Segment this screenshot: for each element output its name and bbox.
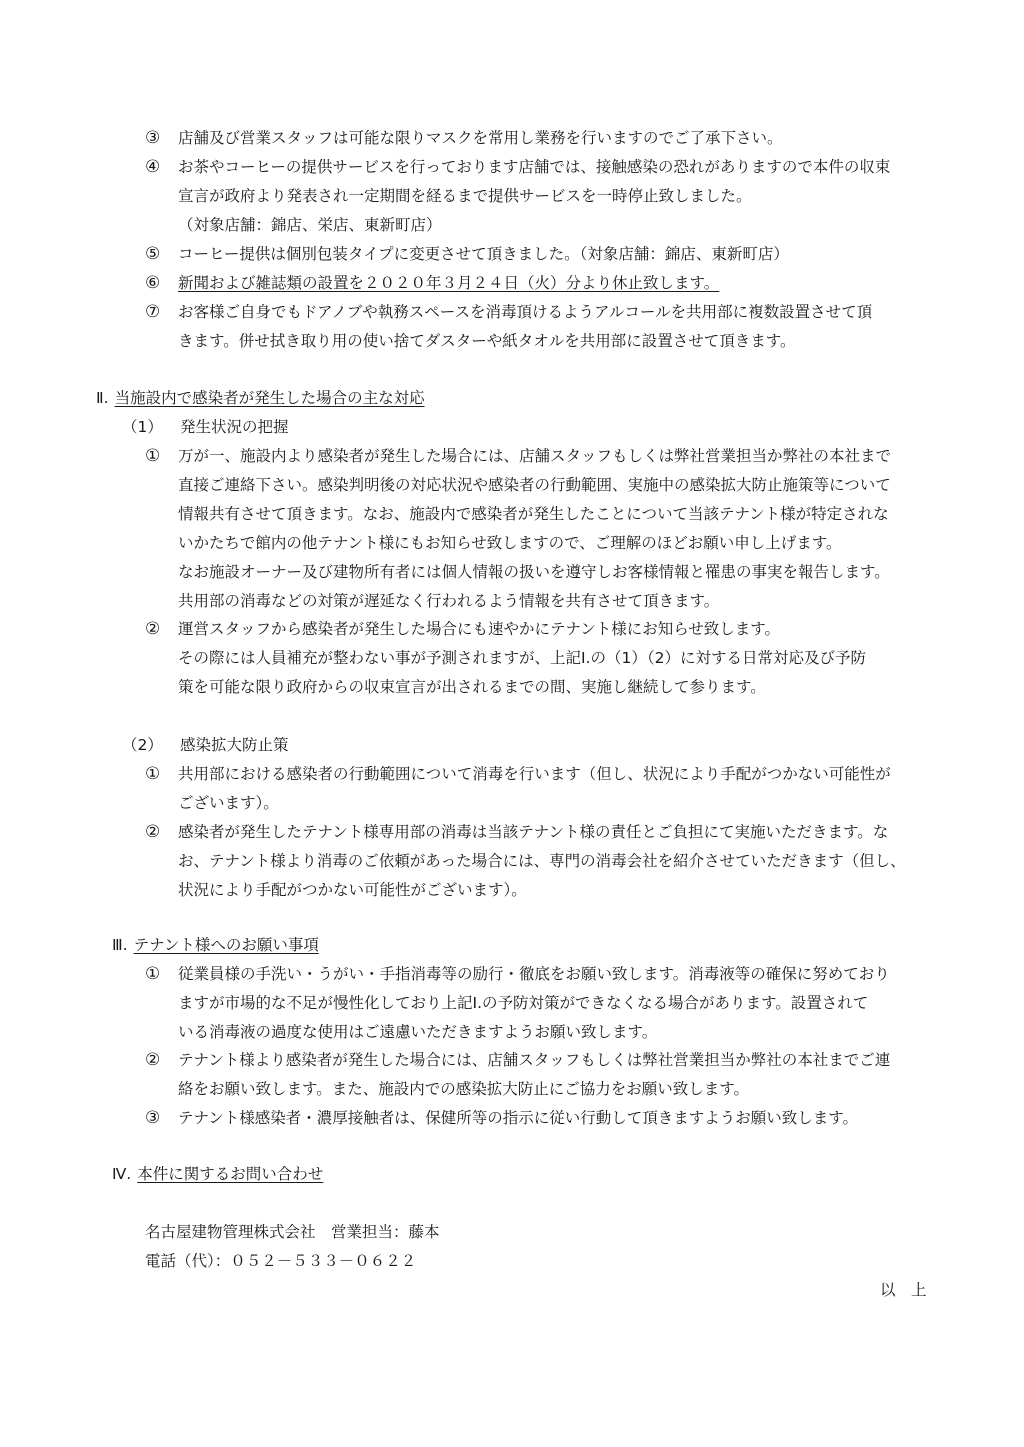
item-number: ③ <box>145 1108 161 1128</box>
section-heading <box>96 388 425 408</box>
item-number: ③ <box>145 128 161 148</box>
section-title: テナント様へのお願い事項 <box>133 936 319 954</box>
section-heading <box>112 1164 323 1184</box>
item-text: テナント様より感染者が発生した場合には、店舗スタッフもしくは弊社営業担当か弊社の本社までご連 <box>178 1051 891 1069</box>
item-number: ① <box>145 964 161 984</box>
section-title: 本件に関するお問い合わせ <box>137 1165 324 1183</box>
item-text: 策を可能な限り政府からの収束宣言が出されるまでの間、実施し継続して参ります。 <box>178 678 766 696</box>
item-text: 情報共有させて頂きます。なお、施設内で感染者が発生したことについて当該テナント様が特定されな <box>178 505 889 523</box>
item-text: 運営スタッフから感染者が発生した場合にも速やかにテナント様にお知らせ致します。 <box>178 620 781 638</box>
item-text: お客様ご自身でもドアノブや執務スペースを消毒頂けるようアルコールを共用部に複数設置させて頂 <box>178 303 873 321</box>
section-number: Ⅲ. <box>112 936 128 954</box>
item-number: ⑦ <box>145 302 161 322</box>
item-number: ② <box>145 619 161 639</box>
item-number: ② <box>145 822 161 842</box>
item-text: 共用部の消毒などの対策が遅延なく行われるよう情報を共有させて頂きます。 <box>178 592 720 610</box>
item-text: 店舗及び営業スタッフは可能な限りマスクを常用し業務を行いますのでご了承下さい。 <box>178 129 783 147</box>
closing-mark: 以 上 <box>880 1281 927 1299</box>
contact-phone: 電話（代）：０５２－５３３－０６２２ <box>145 1252 417 1270</box>
item-text: なお施設オーナー及び建物所有者には個人情報の扱いを遵守しお客様情報と罹患の事実を報告します。 <box>178 563 890 581</box>
item-number: ① <box>145 764 161 784</box>
item-text: いかたちで館内の他テナント様にもお知らせ致しますので、ご理解のほどお願い申し上げます。 <box>178 534 842 552</box>
item-number: ② <box>145 1050 161 1070</box>
section-number: Ⅱ. <box>96 389 109 407</box>
item-text: 直接ご連絡下さい。感染判明後の対応状況や感染者の行動範囲、実施中の感染拡大防止施策等について <box>178 476 891 494</box>
item-text-underlined: 新聞および雑誌類の設置を２０２０年３月２４日（火）分より休止致します。 <box>178 274 720 292</box>
section-heading <box>112 935 319 955</box>
item-text: テナント様感染者・濃厚接触者は、保健所等の指示に従い行動して頂きますようお願い致します。 <box>178 1109 858 1127</box>
item-text: ございます）。 <box>178 794 279 812</box>
item-text: 共用部における感染者の行動範囲について消毒を行います（但し、状況により手配がつかない可能性が <box>178 765 891 783</box>
item-text: 万が一、施設内より感染者が発生した場合には、店舗スタッフもしくは弊社営業担当か弊社の本社まで <box>178 447 892 465</box>
item-text: 宣言が政府より発表され一定期間を経るまで提供サービスを一時停止致しました。 <box>178 187 752 205</box>
subsection-number: （2） <box>122 736 163 754</box>
item-number: ① <box>145 446 161 466</box>
item-text: 絡をお願い致します。また、施設内での感染拡大防止にご協力をお願い致します。 <box>178 1080 750 1098</box>
subsection-title: 感染拡大防止策 <box>180 736 289 754</box>
item-number: ⑥ <box>145 273 161 293</box>
item-text: コーヒー提供は個別包装タイプに変更させて頂きました。（対象店舗：錦店、東新町店） <box>178 245 789 263</box>
item-text: 感染者が発生したテナント様専用部の消毒は当該テナント様の責任とご負担にて実施いただきます。な <box>178 823 889 841</box>
contact-company: 名古屋建物管理株式会社 営業担当：藤本 <box>145 1223 440 1241</box>
item-text: ますが市場的な不足が慢性化しており上記Ⅰ.の予防対策ができなくなる場合があります。設置されて <box>178 994 869 1012</box>
item-text: 状況により手配がつかない可能性がございます）。 <box>178 881 527 899</box>
item-text: その際には人員補充が整わない事が予測されますが、上記Ⅰ.の（1）（2）に対する日常対応及び予防 <box>178 649 866 667</box>
item-number: ⑤ <box>145 244 161 264</box>
item-text: きます。併せ拭き取り用の使い捨てダスターや紙タオルを共用部に設置させて頂きます。 <box>178 332 796 350</box>
subsection-title: 発生状況の把握 <box>180 418 289 436</box>
item-number: ④ <box>145 157 161 177</box>
item-text: お茶やコーヒーの提供サービスを行っております店舗では、接触感染の恐れがありますので本件の収束 <box>178 158 891 176</box>
item-text: いる消毒液の過度な使用はご遠慮いただきますようお願い致します。 <box>178 1023 658 1041</box>
item-text: （対象店舗：錦店、栄店、東新町店） <box>178 216 442 234</box>
section-title: 当施設内で感染者が発生した場合の主な対応 <box>114 389 425 407</box>
subsection-number: （1） <box>122 418 163 436</box>
item-text: お、テナント様より消毒のご依頼があった場合には、専門の消毒会社を紹介させていただきます（但し、 <box>178 852 906 870</box>
section-number: Ⅳ. <box>112 1165 132 1183</box>
item-text: 従業員様の手洗い・うがい・手指消毒等の励行・徹底をお願い致します。消毒液等の確保に努めており <box>178 965 890 983</box>
